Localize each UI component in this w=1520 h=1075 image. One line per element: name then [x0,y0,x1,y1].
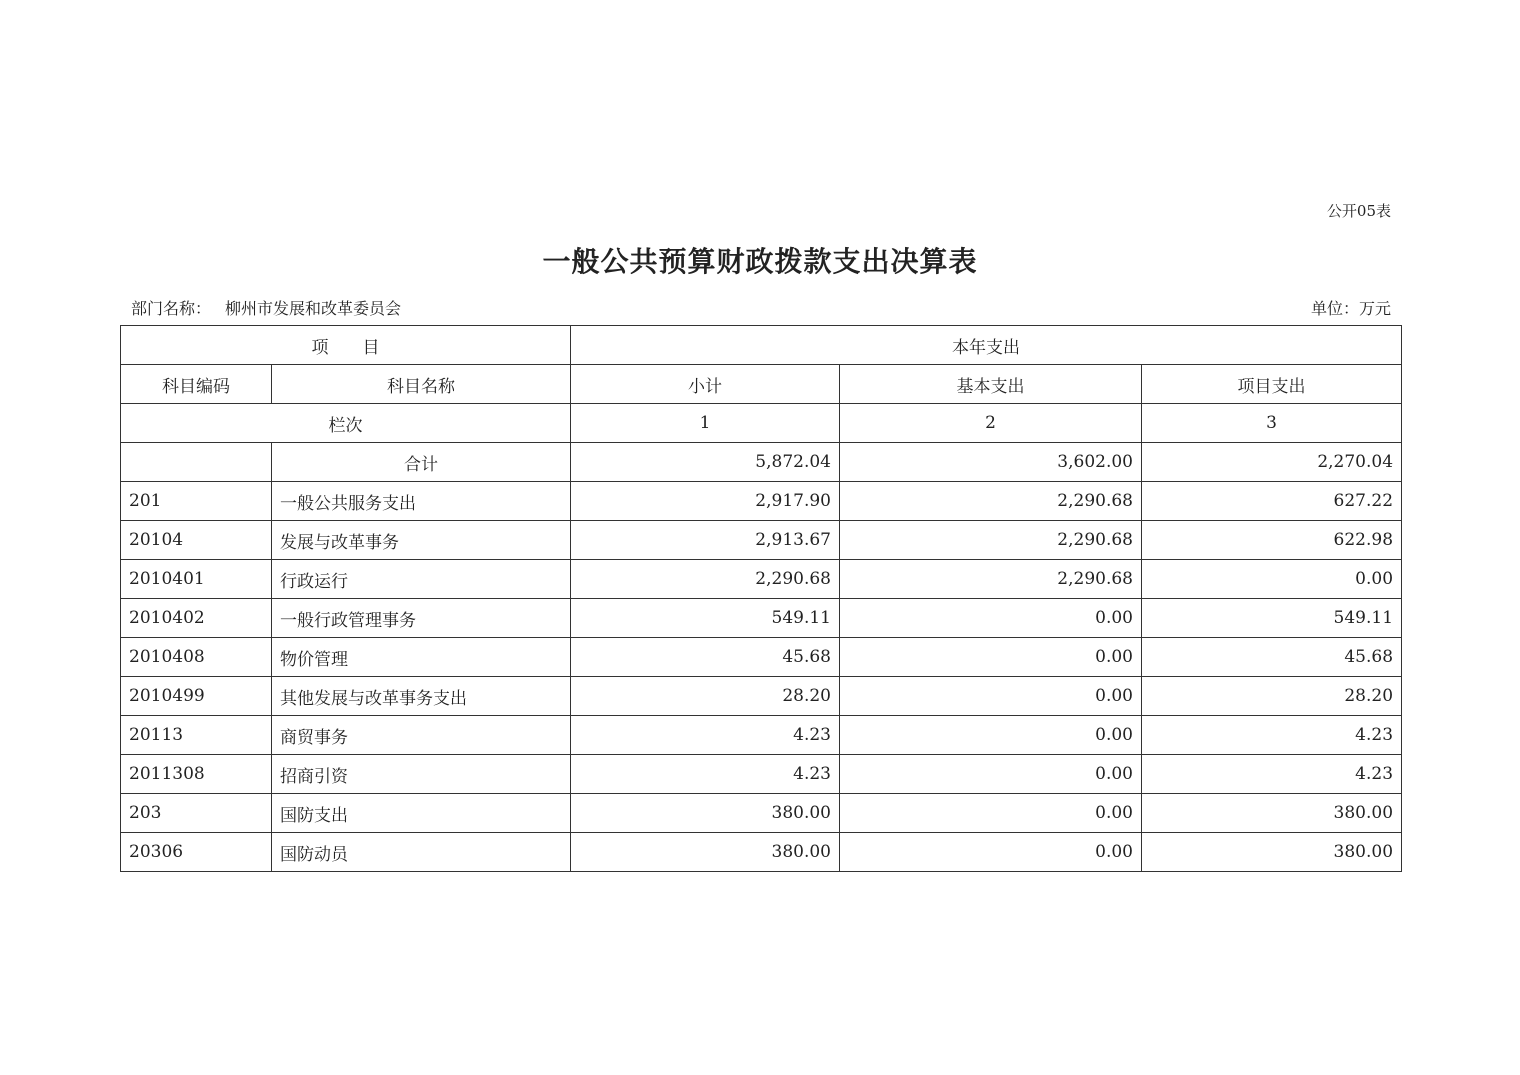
document-title: 一般公共预算财政拨款支出决算表 [542,245,978,278]
total-row [121,443,1402,482]
index-label: 栏次 [121,404,571,443]
header-subject-code: 科目编码 [121,365,272,404]
header-subtotal: 小计 [571,365,840,404]
basic-value: 2,290.68 [840,521,1142,560]
subject-name: 物价管理 [272,638,571,677]
project-value: 4.23 [1142,755,1402,794]
department-name: 柳州市发展和改革委员会 [225,299,402,318]
subtotal-value: 45.68 [571,638,840,677]
table-row [121,638,1402,677]
subject-name: 一般行政管理事务 [272,599,571,638]
total-project: 2,270.04 [1142,443,1402,482]
basic-value: 0.00 [840,755,1142,794]
total-code-cell [121,443,272,482]
table-row [121,716,1402,755]
subject-code: 201 [121,482,272,521]
subject-name: 国防支出 [272,794,571,833]
project-value: 28.20 [1142,677,1402,716]
table-row [121,677,1402,716]
header-basic-expense: 基本支出 [840,365,1142,404]
subject-name: 发展与改革事务 [272,521,571,560]
project-value: 380.00 [1142,794,1402,833]
department-line [131,296,401,319]
basic-value: 2,290.68 [840,560,1142,599]
subtotal-value: 380.00 [571,794,840,833]
department-label: 部门名称： [131,299,212,318]
subtotal-value: 2,290.68 [571,560,840,599]
subject-name: 其他发展与改革事务支出 [272,677,571,716]
subtotal-value: 4.23 [571,716,840,755]
subject-name: 国防动员 [272,833,571,872]
basic-value: 0.00 [840,833,1142,872]
table-row [121,482,1402,521]
header-item-group: 项 目 [121,326,571,365]
subject-code: 203 [121,794,272,833]
basic-value: 2,290.68 [840,482,1142,521]
table-body [121,326,1402,872]
total-label: 合计 [272,443,571,482]
subject-code: 2010402 [121,599,272,638]
total-basic: 3,602.00 [840,443,1142,482]
subject-code: 2010401 [121,560,272,599]
subtotal-value: 2,913.67 [571,521,840,560]
total-subtotal: 5,872.04 [571,443,840,482]
subject-name: 行政运行 [272,560,571,599]
project-value: 380.00 [1142,833,1402,872]
project-value: 45.68 [1142,638,1402,677]
header-row-group [121,326,1402,365]
table-row [121,833,1402,872]
header-project-expense: 项目支出 [1142,365,1402,404]
subject-code: 20306 [121,833,272,872]
table-row [121,794,1402,833]
subject-name: 招商引资 [272,755,571,794]
index-2: 2 [840,404,1142,443]
basic-value: 0.00 [840,677,1142,716]
basic-value: 0.00 [840,794,1142,833]
subject-code: 2010408 [121,638,272,677]
project-value: 627.22 [1142,482,1402,521]
subtotal-value: 28.20 [571,677,840,716]
header-row-index [121,404,1402,443]
table-row [121,560,1402,599]
subject-code: 2011308 [121,755,272,794]
header-subject-name: 科目名称 [272,365,571,404]
subject-name: 商贸事务 [272,716,571,755]
table-row [121,521,1402,560]
subject-code: 2010499 [121,677,272,716]
unit-label: 单位：万元 [1310,299,1391,318]
expenditure-table [120,325,1402,872]
header-row-columns [121,365,1402,404]
subject-name: 一般公共服务支出 [272,482,571,521]
subtotal-value: 4.23 [571,755,840,794]
subtotal-value: 2,917.90 [571,482,840,521]
subject-code: 20104 [121,521,272,560]
project-value: 622.98 [1142,521,1402,560]
subject-code: 20113 [121,716,272,755]
subtotal-value: 549.11 [571,599,840,638]
index-3: 3 [1142,404,1402,443]
basic-value: 0.00 [840,716,1142,755]
project-value: 0.00 [1142,560,1402,599]
project-value: 549.11 [1142,599,1402,638]
table-row [121,755,1402,794]
index-1: 1 [571,404,840,443]
basic-value: 0.00 [840,599,1142,638]
header-expense-group: 本年支出 [571,326,1402,365]
subtotal-value: 380.00 [571,833,840,872]
table-row [121,599,1402,638]
basic-value: 0.00 [840,638,1142,677]
project-value: 4.23 [1142,716,1402,755]
form-code: 公开05表 [1326,202,1391,220]
